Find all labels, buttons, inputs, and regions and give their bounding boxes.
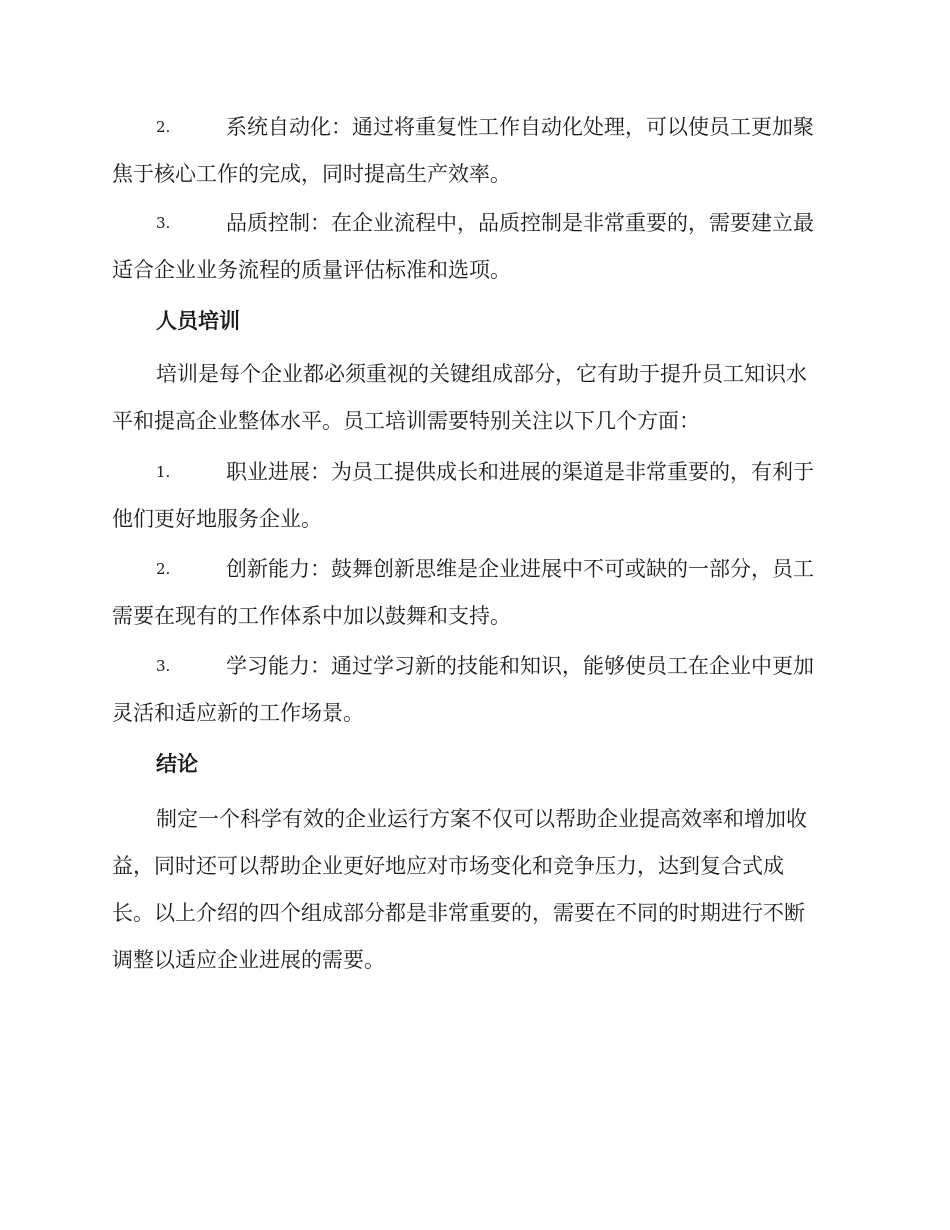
list-item [112,200,834,294]
list-item-text: 系统自动化：通过将重复性工作自动化处理，可以使员工更加聚 [226,115,814,139]
paragraph-conclusion [112,796,834,984]
list-item-text-continued: 他们更好地服务企业。 [112,507,322,531]
paragraph-line: 益，同时还可以帮助企业更好地应对市场变化和竞争压力，达到复合式成 [112,854,784,878]
list-item [112,546,834,640]
list-number: 3. [156,657,171,675]
list-number: 3. [156,214,171,232]
list-item-text: 创新能力：鼓舞创新思维是企业进展中不可或缺的一部分，员工 [226,557,814,581]
list-item-text: 品质控制：在企业流程中，品质控制是非常重要的，需要建立最 [226,211,814,235]
paragraph-line: 培训是每个企业都必须重视的关键组成部分，它有助于提升员工知识水 [156,362,807,386]
list-item-text-continued: 焦于核心工作的完成，同时提高生产效率。 [112,162,511,186]
paragraph-line: 制定一个科学有效的企业运行方案不仅可以帮助企业提高效率和增加收 [156,807,807,831]
list-number: 1. [156,463,171,481]
section-heading-training: 人员培训 [156,309,240,333]
list-item-text-continued: 灵活和适应新的工作场景。 [112,701,364,725]
list-item-text: 职业进展：为员工提供成长和进展的渠道是非常重要的，有利于 [226,460,814,484]
list-item [112,643,834,737]
list-item [112,104,834,198]
paragraph-line: 长。以上介绍的四个组成部分都是非常重要的，需要在不同的时期进行不断 [112,901,805,925]
list-item-text-continued: 适合企业业务流程的质量评估标准和选项。 [112,258,511,282]
list-item [112,449,834,543]
section-heading-conclusion: 结论 [156,752,198,776]
list-item-text: 学习能力：通过学习新的技能和知识，能够使员工在企业中更加 [226,654,814,678]
paragraph-line: 调整以适应企业进展的需要。 [112,948,385,972]
paragraph-training-intro [112,351,834,445]
list-number: 2. [156,560,171,578]
list-item-text-continued: 需要在现有的工作体系中加以鼓舞和支持。 [112,604,511,628]
paragraph-line: 平和提高企业整体水平。员工培训需要特别关注以下几个方面： [112,409,700,433]
list-number: 2. [156,118,171,136]
